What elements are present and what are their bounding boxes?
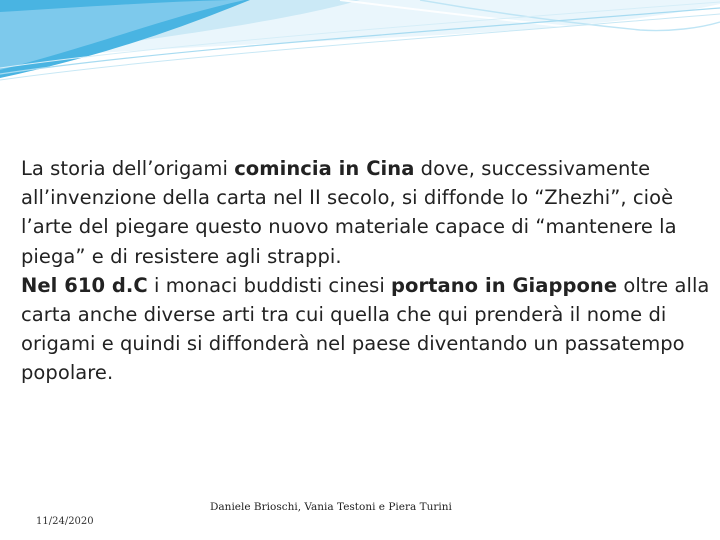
text-segment: oltre alla carta anche diverse arti tra cui quella che qui prenderà il nome di origami e quindi si diffonderà nel paese diventando un passatempo popolare. <box>21 273 710 385</box>
bold-text-segment: comincia in Cina <box>234 157 415 180</box>
text-segment: dove, successivamente all’invenzione della carta nel II secolo, si diffonde lo “Zhezhi”, cioè l’arte del piegare questo nuovo materiale capace di “mantenere la piega” e di resistere agli strappi. <box>21 157 677 268</box>
bold-text-segment: Nel 610 d.C <box>21 273 148 297</box>
wave-decoration <box>0 0 720 90</box>
footer-authors: Daniele Brioschi, Vania Testoni e Piera Turini <box>210 501 452 513</box>
footer-date: 11/24/2020 <box>36 516 94 527</box>
body-text <box>21 154 715 388</box>
paragraph-1 <box>21 154 715 271</box>
text-segment: i monaci buddisti cinesi <box>147 273 392 297</box>
bold-text-segment: portano in Giappone <box>391 273 618 297</box>
text-segment: La storia dell’origami <box>21 157 235 180</box>
paragraph-2 <box>21 271 715 388</box>
